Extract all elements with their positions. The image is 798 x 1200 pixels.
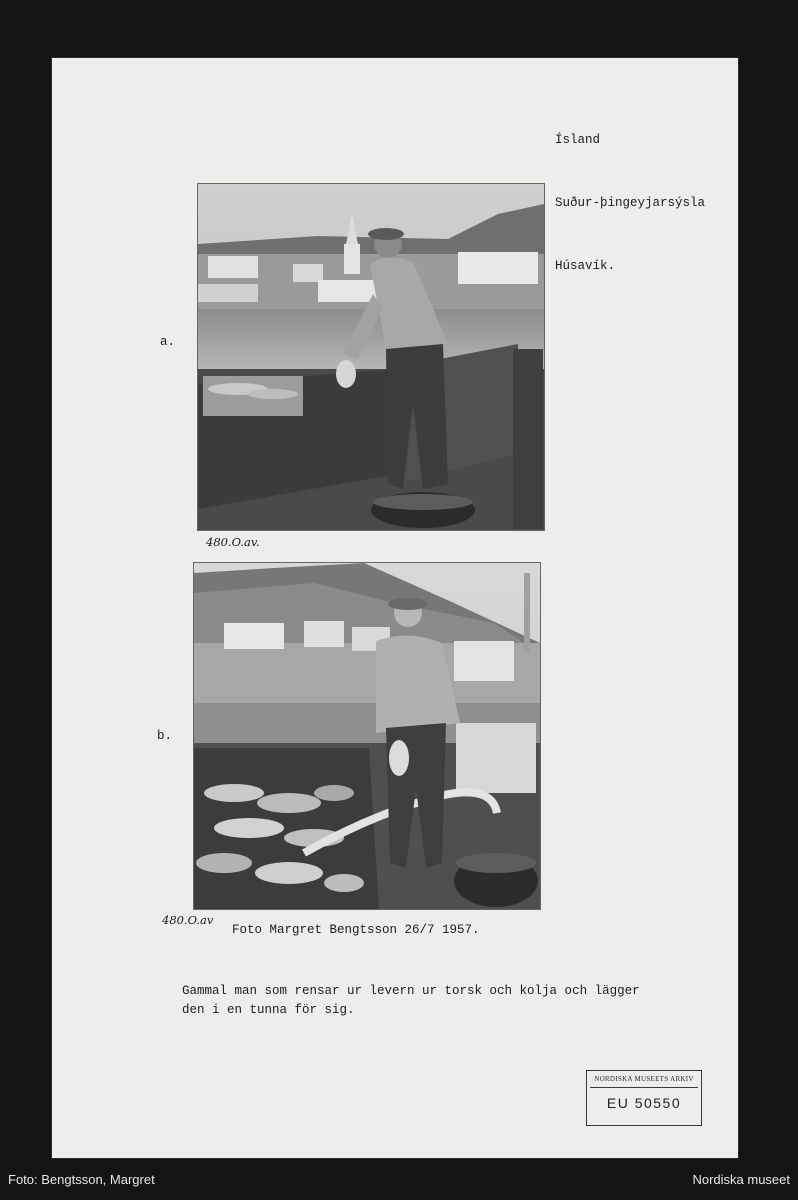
stamp-number: EU 50550 bbox=[606, 1095, 682, 1111]
photo-a bbox=[197, 183, 545, 531]
location-region: Suður-þingeyjarsýsla bbox=[555, 196, 706, 210]
stamp-title: NORDISKA MUSEETS ARKIV bbox=[590, 1075, 698, 1088]
caption bbox=[182, 982, 682, 1020]
photo-a-label: a. bbox=[160, 335, 176, 349]
photo-a-note: 480.O.av. bbox=[206, 535, 260, 549]
caption-line-2: den i en tunna för sig. bbox=[182, 1003, 355, 1017]
photo-b-note: 480.O.av bbox=[162, 913, 214, 927]
photo-credit: Foto Margret Bengtsson 26/7 1957. bbox=[232, 923, 480, 937]
caption-line-1: Gammal man som rensar ur levern ur torsk och kolja och lägger bbox=[182, 984, 640, 998]
location-country: Ísland bbox=[555, 133, 601, 147]
photo-b-label: b. bbox=[157, 729, 173, 743]
archive-stamp bbox=[586, 1070, 702, 1126]
location-header bbox=[555, 88, 735, 298]
photo-a-image bbox=[198, 184, 544, 530]
photographer-credit: Foto: Bengtsson, Margret bbox=[8, 1172, 155, 1187]
footer-bar bbox=[0, 1165, 798, 1200]
location-town: Húsavík. bbox=[555, 259, 616, 273]
photo-b bbox=[193, 562, 541, 910]
museum-name: Nordiska museet bbox=[692, 1172, 790, 1187]
photo-b-image bbox=[194, 563, 540, 909]
